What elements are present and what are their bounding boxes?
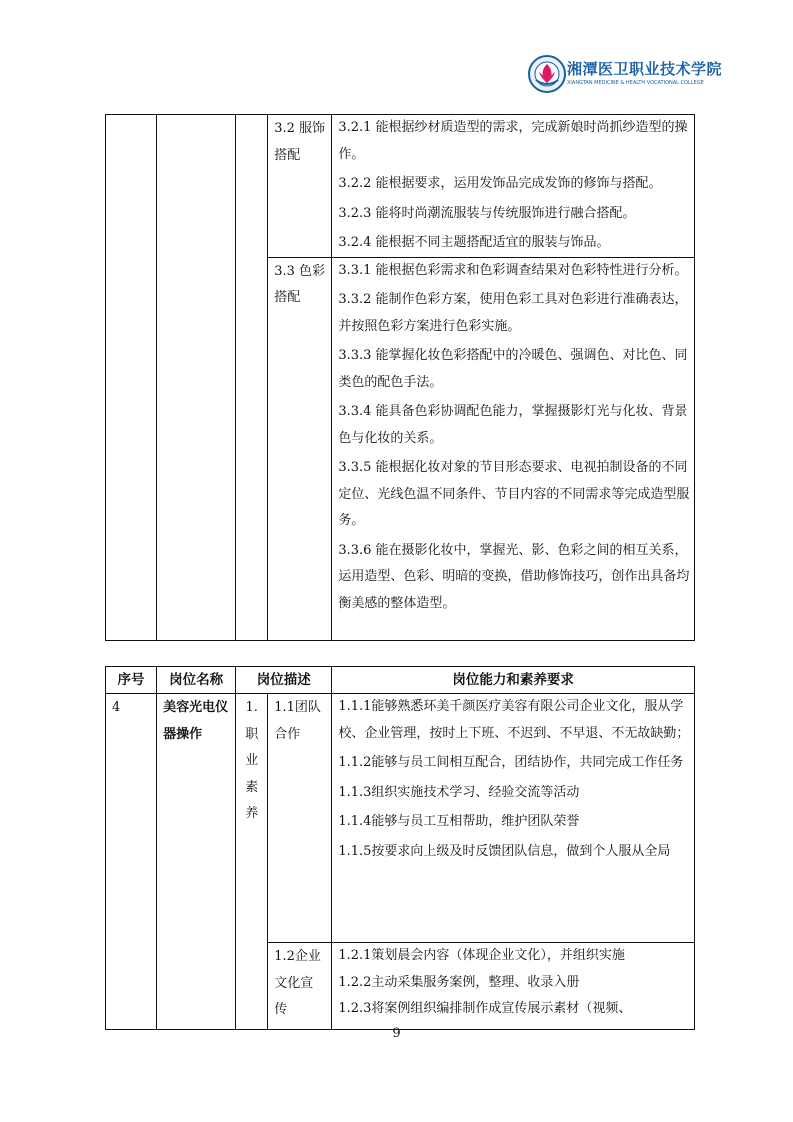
category-cell: 1.1团队合作 — [268, 694, 332, 943]
requirement-item: 3.2.4 能根据不同主题搭配适宜的服装与饰品。 — [338, 235, 610, 250]
requirement-item: 1.1.1能够熟悉环美千颜医疗美容有限公司企业文化，服从学校、企业管理，按时上下班、不迟到、不早退、不无故缺勤； — [338, 699, 690, 741]
empty-cell — [236, 115, 268, 641]
table-row — [106, 694, 695, 943]
category-cell: 3.2 服饰搭配 — [268, 115, 332, 258]
section-char: 素 — [245, 779, 259, 795]
requirement-item: 3.3.1 能根据色彩需求和色彩调查结果对色彩特性进行分析。 — [338, 262, 688, 278]
empty-cell — [157, 115, 236, 641]
category-cell: 1.2企业文化宣传 — [268, 943, 332, 1030]
header-no: 序号 — [106, 667, 157, 694]
requirement-item: 3.3.6 能在摄影化妆中，掌握光、影、色彩之间的相互关系，运用造型、色彩、明暗的变换，借助修饰技巧，创作出具备均衡美感的整体造型。 — [338, 542, 690, 611]
requirement-item: 3.3.3 能掌握化妆色彩搭配中的冷暖色、强调色、对比色、同类色的配色手法。 — [338, 348, 688, 390]
header-name: 岗位名称 — [157, 667, 236, 694]
requirement-item: 1.1.3组织实施技术学习、经验交流等活动 — [338, 784, 580, 800]
empty-cell — [106, 115, 157, 641]
requirement-item: 1.1.5按要求向上级及时反馈团队信息，做到个人服从全局 — [338, 843, 671, 859]
page-number: 9 — [392, 1026, 401, 1041]
category-cell: 3.3 色彩搭配 — [268, 257, 332, 640]
section-char: 养 — [245, 806, 259, 821]
section-label — [236, 694, 268, 1030]
header-desc: 岗位描述 — [236, 667, 332, 694]
requirement-item: 3.2.3 能将时尚潮流服装与传统服饰进行融合搭配。 — [338, 205, 636, 221]
table-row — [106, 115, 695, 258]
school-name: 湘潭医卫职业技术学院 — [567, 60, 723, 78]
requirement-item: 3.2.2 能根据要求，运用发饰品完成发饰的修饰与搭配。 — [338, 176, 662, 191]
requirement-cell — [332, 694, 695, 943]
row-number: 4 — [106, 694, 157, 1030]
requirement-item: 3.3.5 能根据化妆对象的节目形态要求、电视拍制设备的不同定位、光线色温不同条件、节目内容的不同需求等完成造型服务。 — [338, 460, 690, 528]
competency-table — [105, 666, 695, 1030]
section-char: 职 — [245, 726, 259, 742]
requirement-item: 1.1.4能够与员工互相帮助，维护团队荣誉 — [338, 814, 580, 829]
requirement-item: 1.2.1策划晨会内容（体现企业文化），并组织实施 — [338, 948, 625, 963]
requirement-item: 1.2.3将案例组织编排制作成宣传展示素材（视频、 — [338, 1001, 632, 1016]
section-char: 1. — [245, 700, 258, 715]
requirement-item: 3.3.4 能具备色彩协调配色能力，掌握摄影灯光与化妆、背景色与化妆的关系。 — [338, 404, 688, 446]
requirement-item: 3.3.2 能制作色彩方案，使用色彩工具对色彩进行准确表达，并按照色彩方案进行色彩实施。 — [338, 292, 688, 334]
school-name-en: XIANGTAN MEDICINE & HEALTH VOCATIONAL COLLEGE — [567, 80, 704, 86]
competency-table-continued — [105, 114, 695, 641]
requirement-item: 3.2.1 能根据纱材质造型的需求，完成新娘时尚抓纱造型的操作。 — [338, 120, 688, 162]
header-req: 岗位能力和素养要求 — [332, 667, 695, 694]
requirement-item: 1.1.2能够与员工间相互配合，团结协作，共同完成工作任务 — [338, 755, 684, 770]
position-name: 美容光电仪器操作 — [157, 694, 236, 1030]
requirement-cell — [332, 115, 695, 258]
requirement-cell — [332, 943, 695, 1030]
section-char: 业 — [245, 753, 259, 768]
table-header-row — [106, 667, 695, 694]
requirement-item: 1.2.2主动采集服务案例，整理、收录入册 — [338, 974, 580, 990]
requirement-cell — [332, 257, 695, 640]
